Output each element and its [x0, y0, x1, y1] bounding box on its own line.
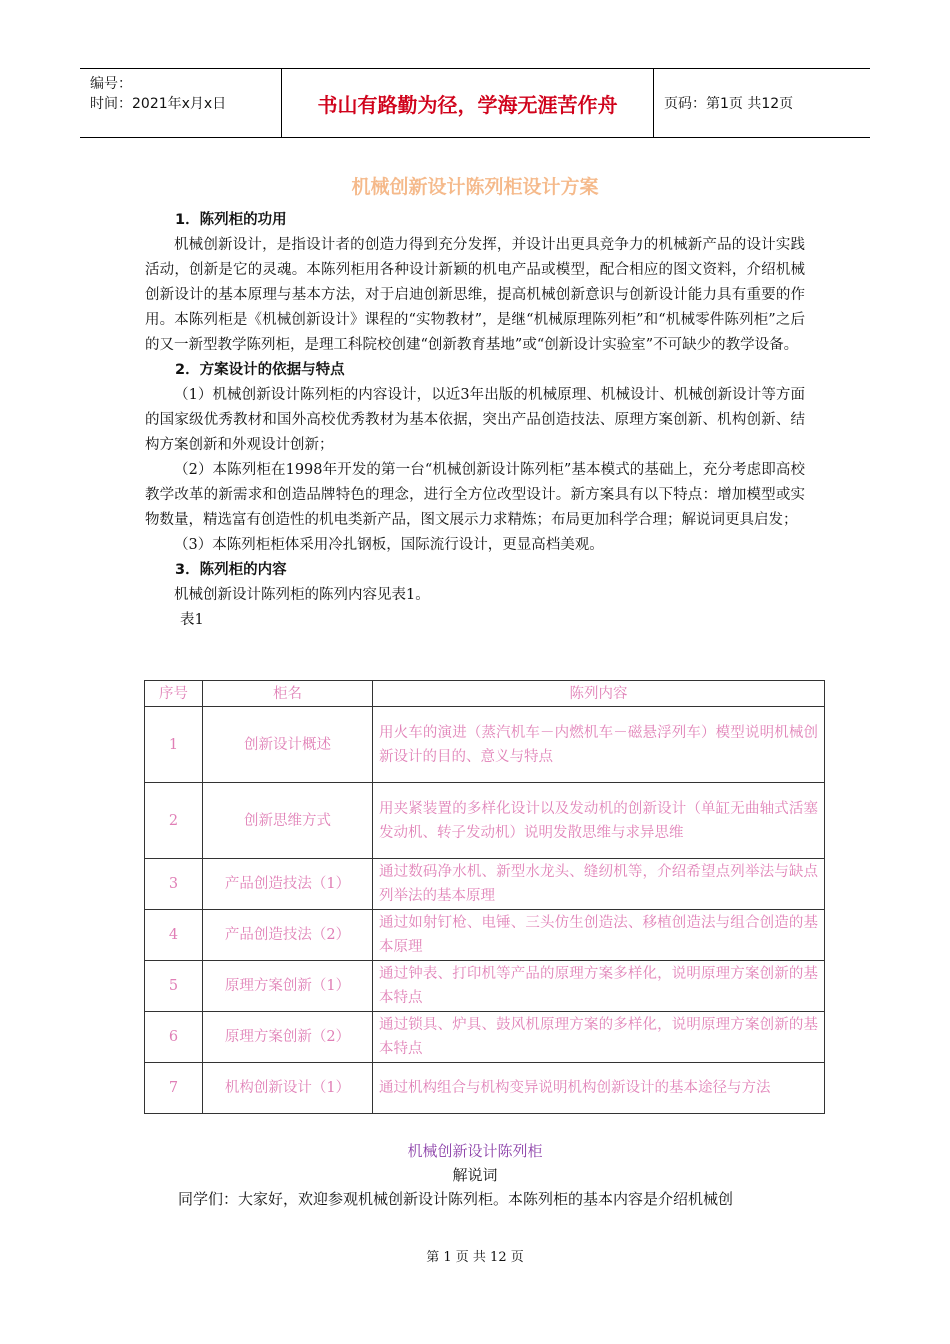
row-number: 3 — [145, 859, 203, 910]
row-name: 创新思维方式 — [203, 783, 373, 859]
row-number: 2 — [145, 783, 203, 859]
section-paragraph: （2）本陈列柜在1998年开发的第一台“机械创新设计陈列柜”基本模式的基础上，充分考虑即高校教学改革的新需求和创造品牌特色的理念，进行全方位改型设计。新方案具有以下特点：增加模型或实物数量，精选富有创造性的机电类新产品，图文展示力求精炼；布局更加科学合理；解说词更具启发； — [145, 462, 805, 528]
table-header-row — [145, 681, 825, 707]
guide-title: 机械创新设计陈列柜 — [407, 1142, 543, 1160]
content-table — [144, 680, 825, 1114]
row-content: 通过机构组合与机构变异说明机构创新设计的基本途径与方法 — [373, 1063, 825, 1114]
row-number: 1 — [145, 707, 203, 783]
row-number: 5 — [145, 961, 203, 1012]
table-header-cell: 陈列内容 — [373, 681, 825, 707]
section-1 — [145, 208, 805, 633]
document-title: 机械创新设计陈列柜设计方案 — [351, 176, 599, 198]
section-paragraph: （3）本陈列柜柜体采用冷扎钢板，国际流行设计，更显高档美观。 — [174, 537, 604, 553]
row-name: 机构创新设计（1） — [203, 1063, 373, 1114]
row-content: 用夹紧装置的多样化设计以及发动机的创新设计（单缸无曲轴式活塞发动机、转子发动机）说明发散思维与求异思维 — [373, 783, 825, 859]
number-label: 编号： — [90, 76, 132, 92]
row-number: 7 — [145, 1063, 203, 1114]
table-header-cell: 柜名 — [203, 681, 373, 707]
header-slogan: 书山有路勤为径，学海无涯苦作舟 — [282, 69, 654, 137]
row-number: 4 — [145, 910, 203, 961]
table-row — [145, 910, 825, 961]
table-row — [145, 1012, 825, 1063]
time-label: 时间：2021年x月x日 — [90, 96, 227, 112]
section-heading: 1．陈列柜的功用 — [175, 212, 287, 228]
row-content: 用火车的演进（蒸汽机车－内燃机车－磁悬浮列车）模型说明机械创新设计的目的、意义与特点 — [373, 707, 825, 783]
page-footer: 第 1 页 共 12 页 — [426, 1250, 524, 1265]
header-page-info: 页码：第1页 共12页 — [664, 96, 794, 112]
row-content: 通过锁具、炉具、鼓风机原理方案的多样化，说明原理方案创新的基本特点 — [373, 1012, 825, 1063]
row-content: 通过钟表、打印机等产品的原理方案多样化，说明原理方案创新的基本特点 — [373, 961, 825, 1012]
row-name: 原理方案创新（2） — [203, 1012, 373, 1063]
table-caption: 表1 — [180, 612, 204, 628]
row-number: 6 — [145, 1012, 203, 1063]
section-heading: 3．陈列柜的内容 — [175, 562, 287, 578]
row-name: 原理方案创新（1） — [203, 961, 373, 1012]
table-row — [145, 707, 825, 783]
row-name: 创新设计概述 — [203, 707, 373, 783]
row-name: 产品创造技法（2） — [203, 910, 373, 961]
guide-first-line: 同学们：大家好，欢迎参观机械创新设计陈列柜。本陈列柜的基本内容是介绍机械创 — [178, 1190, 734, 1208]
header-meta-cell — [80, 69, 282, 137]
table-row — [145, 783, 825, 859]
row-content: 通过如射钉枪、电锤、三头仿生创造法、移植创造法与组合创造的基本原理 — [373, 910, 825, 961]
page-header — [80, 68, 870, 138]
table-row — [145, 859, 825, 910]
table-row — [145, 961, 825, 1012]
section-paragraph: （1）机械创新设计陈列柜的内容设计，以近3年出版的机械原理、机械设计、机械创新设计等方面的国家级优秀教材和国外高校优秀教材为基本依据，突出产品创造技法、原理方案创新、机构创新、结构方案创新和外观设计创新； — [145, 387, 805, 453]
guide-subtitle: 解说词 — [452, 1166, 498, 1184]
row-name: 产品创造技法（1） — [203, 859, 373, 910]
section-paragraph: 机械创新设计陈列柜的陈列内容见表1。 — [174, 587, 430, 603]
table-row — [145, 1063, 825, 1114]
section-heading: 2．方案设计的依据与特点 — [175, 362, 345, 378]
table-header-cell: 序号 — [145, 681, 203, 707]
row-content: 通过数码净水机、新型水龙头、缝纫机等，介绍希望点列举法与缺点列举法的基本原理 — [373, 859, 825, 910]
section-paragraph: 机械创新设计，是指设计者的创造力得到充分发挥，并设计出更具竞争力的机械新产品的设计实践活动，创新是它的灵魂。本陈列柜用各种设计新颖的机电产品或模型，配合相应的图文资料，介绍机械创新设计的基本原理与基本方法，对于启迪创新思维，提高机械创新意识与创新设计能力具有重要的作用。本陈列柜是《机械创新设计》课程的“实物教材”，是继“机械原理陈列柜”和“机械零件陈列柜”之后的又一新型教学陈列柜，是理工科院校创建“创新教育基地”或“创新设计实验室”不可缺少的教学设备。 — [145, 237, 805, 353]
